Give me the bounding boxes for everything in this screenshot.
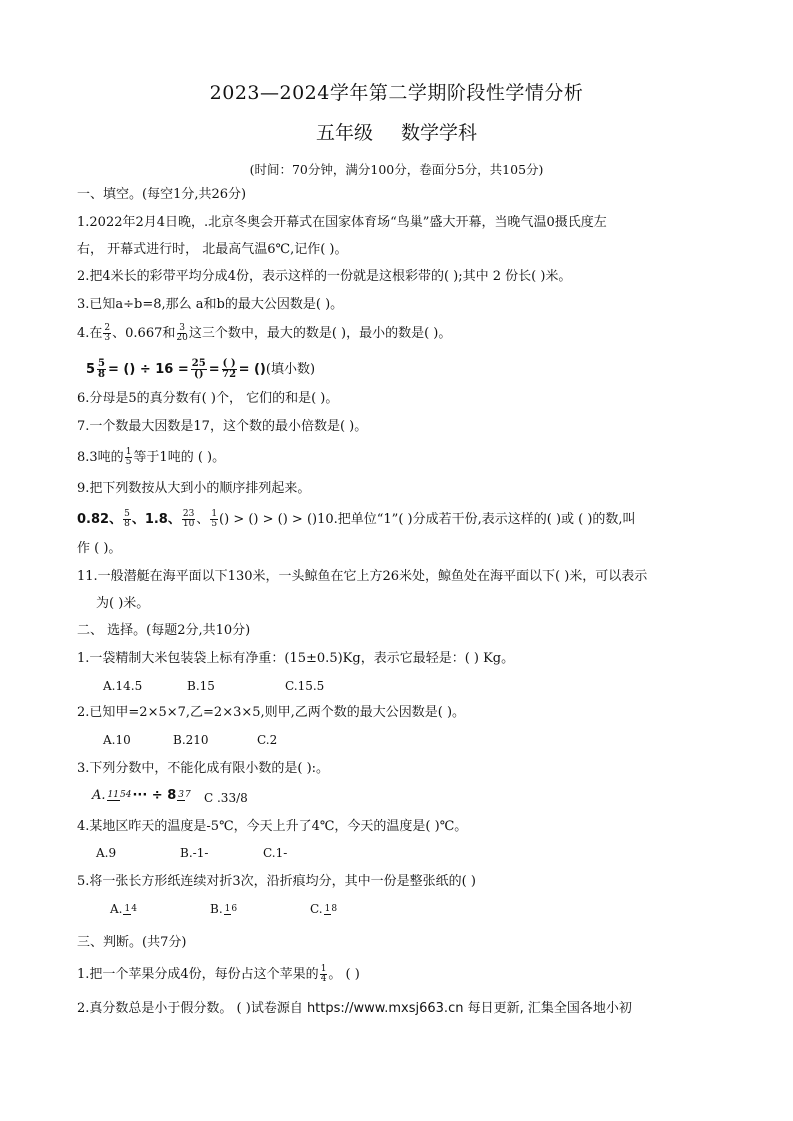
s1-q2: 2.把4米长的彩带平均分成4份，表示这样的一份就是这根彩带的( );其中 2 份长( )米。 (77, 269, 572, 284)
fraction: 25 () (191, 358, 206, 380)
s1-q1-line2: 右， 开幕式进行时， 北最高气温6℃,记作( )。 (77, 242, 348, 257)
s1-q9: 9.把下列数按从大到小的顺序排列起来。 (77, 481, 311, 496)
fraction: $\frac{1}{5}$ (125, 447, 132, 467)
s1-q7: 7.一个数最大因数是17，这个数的最小倍数是( )。 (77, 419, 368, 434)
s1-q1-line1: 1.2022年2月4日晚，.北京冬奥会开幕式在国家体育场“鸟巢”盛大开幕，当晚气温0摄氏度左 (77, 215, 607, 230)
fraction: $\frac{23}{10}$ (182, 509, 195, 529)
section3-heading: 三、判断。(共7分) (77, 935, 187, 950)
s1-q5: 5 $\frac{5}{8}$ = () ÷ 16 = 25 () = ( ) 72 = ()(填小数) (86, 358, 316, 380)
s2-q4: 4.某地区昨天的温度是-5℃，今天上升了4℃，今天的温度是( )℃。 (77, 819, 468, 834)
fraction: $\frac{5}{8}$ (124, 509, 130, 529)
section2-heading: 二、 选择。(每题2分,共10分) (77, 623, 251, 638)
s3-q1: 1.把一个苹果分成4份，每份占这个苹果的 $\frac{1}{4}$ 。 ( ) (77, 964, 360, 984)
fraction: $\frac{1}{5}$ (211, 509, 218, 529)
option-a: A.14.5 (103, 679, 143, 693)
option-b: B. 16 (210, 902, 238, 916)
option-b: B.210 (173, 733, 209, 747)
fraction: ( ) 72 (222, 358, 237, 380)
option-c: C. 18 (310, 902, 338, 916)
s3-q2: 2.真分数总是小于假分数。 ( )试卷源自 https://www.mxsj663.cn 每日更新, 汇集全国各地小初 (77, 1001, 632, 1016)
s1-q3: 3.已知a÷b=8,那么 a和b的最大公因数是( )。 (77, 297, 344, 312)
s2-q3: 3.下列分数中，不能化成有限小数的是( ):。 (77, 761, 330, 776)
option-c: C.1- (263, 846, 288, 860)
s1-q9-q10: 0.82、 $\frac{5}{8}$ 、1.8、 $\frac{23}{10}$ 、 $\frac{1}{5}$ () > () > () > ()10.把单位“1”( )分成若干份,表示这样的( )或 ( )的数,叫 (77, 509, 636, 529)
option-a: A.9 (96, 846, 117, 860)
source-note: 试卷源自 https://www.mxsj663.cn 每日更新, 汇集全国各地小初 (250, 1001, 632, 1016)
option-a: A. 1154··· ÷ 8 37 (92, 788, 191, 803)
option-a: A. 14 (110, 902, 137, 916)
s2-q5: 5.将一张长方形纸连续对折3次，沿折痕均分，其中一份是整张纸的( ) (77, 874, 476, 889)
s1-q11-line2: 为( )米。 (96, 596, 150, 611)
option-c: C .33/8 (204, 791, 248, 805)
exam-info: (时间：70分钟，满分100分，卷面分5分，共105分) (249, 162, 544, 177)
option-a: A.10 (103, 733, 131, 747)
s2-q2: 2.已知甲=2×5×7,乙=2×3×5,则甲,乙两个数的最大公因数是( )。 (77, 705, 466, 720)
option-b: B.15 (187, 679, 215, 693)
s1-q8: 8.3吨的 $\frac{1}{5}$ 等于1吨的 ( )。 (77, 447, 226, 467)
s1-q11-line1: 11.一般潜艇在海平面以下130米，一头鲸鱼在它上方26米处，鲸鱼处在海平面以下( )米，可以表示 (77, 569, 648, 584)
s1-q6: 6.分母是5的真分数有( )个， 它们的和是( )。 (77, 391, 339, 406)
fraction: $\frac{5}{8}$ (98, 358, 106, 380)
exam-title: 2023—2024学年第二学期阶段性学情分析 (209, 82, 584, 104)
fraction: $\frac{1}{4}$ (320, 964, 327, 984)
option-c: C.2 (257, 733, 278, 747)
option-b: B.-1- (180, 846, 209, 860)
exam-subtitle (0, 118, 793, 145)
s2-q1: 1.一袋精制大米包装袋上标有净重：(15±0.5)Kg，表示它最轻是：( ) Kg。 (77, 651, 515, 666)
s1-q10-line2: 作 ( )。 (77, 541, 122, 556)
grade-label: 五年级 (315, 122, 373, 144)
fraction: $\frac{2}{3}$ (104, 323, 111, 343)
s1-q4: 4.在 $\frac{2}{3}$ 、0.667和 $\frac{3}{20}$ 这三个数中，最大的数是( )，最小的数是( )。 (77, 323, 452, 343)
option-c: C.15.5 (285, 679, 325, 693)
subject-label: 数学学科 (401, 122, 478, 144)
fraction: $\frac{3}{20}$ (176, 323, 188, 343)
section1-heading: 一、填空。(每空1分,共26分) (77, 187, 247, 202)
